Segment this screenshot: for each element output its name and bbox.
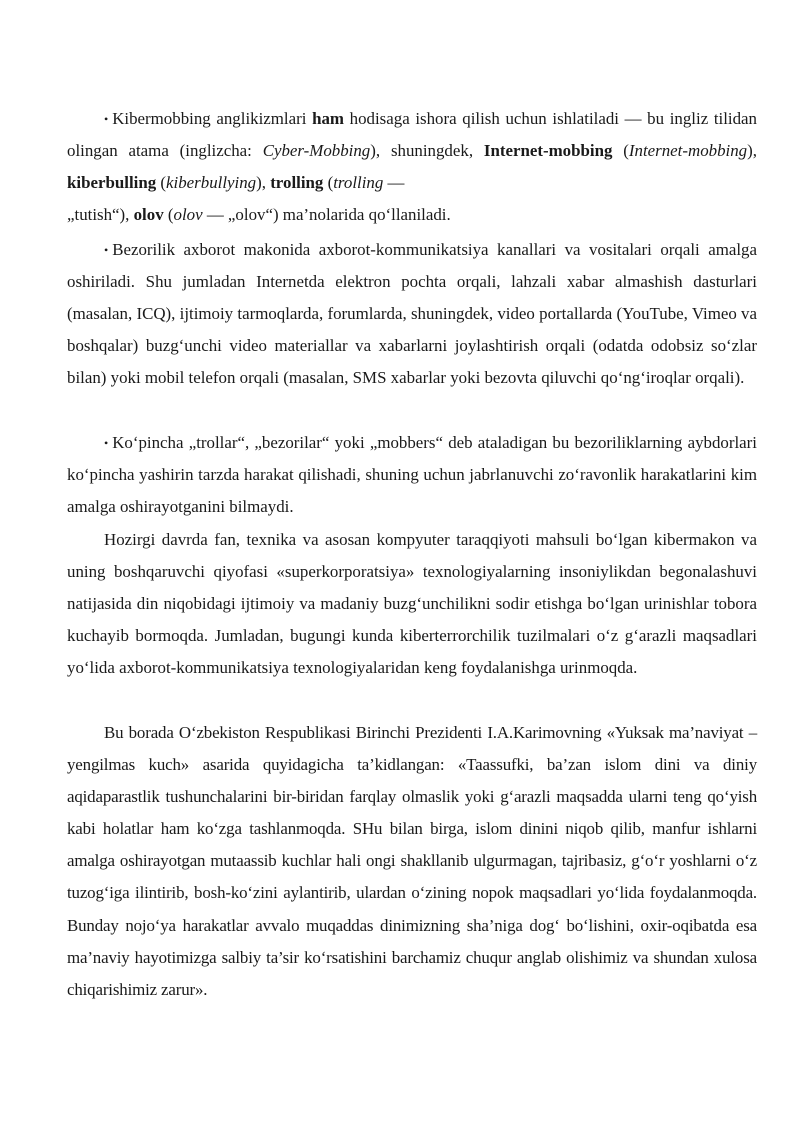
paragraph-text: Ko‘pincha „trollar“, „bezorilar“ yoki „mobbers“ deb ataladigan bu bezoriliklarning aybdorlari ko‘pincha yashirin tarzda harakat qilishadi, shuning uchun jabrlanuvchi zo‘ravonlik harakatlarini kim amalga oshirayotganini bilmaydi. (67, 433, 757, 517)
text-run: ), (747, 141, 757, 161)
text-run: ), shuningdek, (370, 141, 484, 161)
bullet-icon: • (104, 436, 109, 450)
italic-term-kiberbullying: kiberbullying (166, 173, 257, 193)
paragraph-bezorilik-channels (67, 234, 757, 394)
text-run: — „olov“) ma’nolarida qo‘llaniladi. (202, 205, 451, 225)
italic-term-trolling: trolling (333, 173, 384, 193)
line-continuation (67, 199, 757, 231)
paragraph-text: Bezorilik axborot makonida axborot-kommunikatsiya kanallari va vositalari orqali amalga oshiriladi. Shu jumladan Internetda elektron pochta orqali, lahzali xabar almashish dasturlari (masalan, ICQ), ijtimoiy tarmoqlarda, forumlarda, shuningdek, video portallarda (YouTube, Vimeo va boshqalar) buzg‘unchi video materiallar va xabarlarni joylashtirish orqali (odatda odobsiz so‘zlar bilan) yoki mobil telefon orqali (masalan, SMS xabarlar yoki bezovta qiluvchi qo‘ng‘iroqlar orqali). (67, 240, 757, 388)
italic-term-olov: olov (173, 205, 203, 225)
paragraph-karimov-quote (67, 717, 757, 1006)
text-run: ( (163, 205, 174, 225)
text-run: — (383, 173, 405, 193)
text-run: ), (256, 173, 271, 193)
paragraph-kibermobbing-terms (67, 103, 757, 231)
text-run: ( (612, 141, 629, 161)
bullet-icon: • (104, 243, 109, 257)
bold-term-kiberbulling: kiberbulling (67, 173, 157, 193)
italic-term-cyber-mobbing: Cyber-Mobbing (262, 141, 371, 161)
italic-term-internet-mobbing: Internet-mobbing (628, 141, 748, 161)
bold-term-olov: olov (133, 205, 164, 225)
text-run: Kibermobbing anglikizmlari (112, 109, 313, 128)
text-run: „tutish“), (67, 205, 134, 225)
paragraph-text: Bu borada O‘zbekiston Respublikasi Birinchi Prezidenti I.A.Karimovning «Yuksak ma’naviyat – yengilmas kuch» asarida quyidagicha ta’kidlangan: «Taassufki, ba’zan islom dini va diniy aqidaparastlik tushunchalarini bir-biridan farqlay olmaslik yoki g‘arazli maqsadda ularni teng qo‘yish kabi holatlar ham ko‘zga tashlanmoqda. SHu bilan birga, islom dinini niqob qilib, manfur ishlarni amalga oshirayotgan mutaassib kuchlar hali ongi shakllanib ulgurmagan, tajribasiz, g‘o‘r yoshlarni o‘z tuzog‘iga ilintirib, bosh-ko‘zini aylantirib, ulardan o‘zining nopok maqsadlari yo‘lida foydalanmoqda. Bunday nojo‘ya harakatlar avvalo muqaddas dinimizning sha’niga dog‘ bo‘lishini, oxir-oqibatda esa ma’naviy hayotimizga salbiy ta’sir ko‘rsatishini barchamiz chuqur anglab olishimiz va shundan xulosa chiqarishimiz zarur». (67, 723, 757, 999)
bold-term-ham: ham (312, 109, 344, 128)
bold-term-trolling: trolling (270, 173, 324, 193)
bold-term-internet-mobbing: Internet-mobbing (483, 141, 613, 161)
bullet-icon: • (104, 112, 109, 126)
paragraph-kibermakon (67, 524, 757, 684)
paragraph-trollar (67, 427, 757, 523)
paragraph-text: Hozirgi davrda fan, texnika va asosan kompyuter taraqqiyoti mahsuli bo‘lgan kibermakon va uning boshqaruvchi qiyofasi «superkorporatsiya» texnologiyalarning insoniylikdan begonalashuvi natijasida din niqobidagi ijtimoiy va madaniy buzg‘unchilikni sodir etishga bo‘lgan urinishlar tobora kuchayib bormoqda. Jumladan, bugungi kunda kiberterrorchilik tuzilmalari o‘z g‘arazli maqsadlari yo‘lida axborot-kommunikatsiya texnologiyalaridan keng foydalanishga urinmoqda. (67, 530, 757, 678)
text-run: ( (323, 173, 334, 193)
text-run: ( (156, 173, 167, 193)
text-run: hodisaga ishora qilish uchun ishlatiladi — bu ingliz tilidan olingan atama (inglizcha: (67, 109, 757, 161)
